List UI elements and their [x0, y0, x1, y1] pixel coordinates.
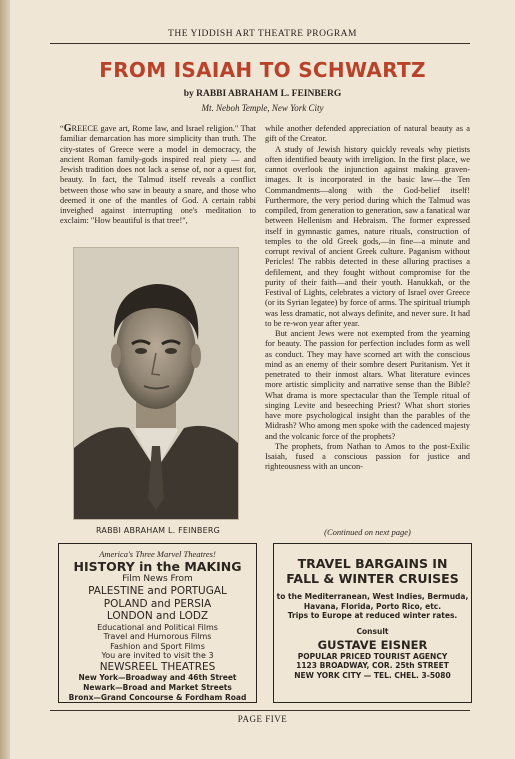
ad-line: Travel and Humorous Films — [103, 632, 212, 642]
ad-headline: FALL & WINTER CRUISES — [286, 571, 459, 586]
ad-line: PALESTINE and PORTUGAL — [88, 585, 227, 597]
portrait-illustration — [74, 248, 238, 519]
paragraph: while another defended appreciation of natural beauty as a gift of the Creator. — [265, 124, 470, 144]
author-photo — [73, 247, 239, 520]
ad-tagline: America's Three Marvel Theatres! — [99, 549, 216, 559]
ad-address: Bronx—Grand Concourse & Fordham Road — [68, 692, 247, 702]
binding-edge — [0, 0, 10, 759]
ad-line: You are invited to visit the 3 — [101, 651, 214, 661]
ad-line: Film News From — [122, 574, 193, 584]
page-number: PAGE FIVE — [237, 714, 288, 724]
ad-agent-name: GUSTAVE EISNER — [317, 637, 428, 652]
ad-address: New York—Broadway and 46th Street — [78, 673, 237, 683]
article-byline: by RABBI ABRAHAM L. FEINBERG — [183, 89, 342, 99]
drop-cap: G — [63, 123, 72, 134]
ad-address: 1123 BROADWAY, COR. 25th STREET — [296, 661, 449, 671]
ad-line: Fashion and Sport Films — [110, 641, 205, 651]
ad-address: POPULAR PRICED TOURIST AGENCY — [297, 651, 448, 661]
ad-line: NEWSREEL THEATRES — [99, 660, 216, 673]
footer-rule — [50, 710, 470, 711]
ad-headline: HISTORY in the MAKING — [73, 559, 242, 574]
paragraph: But ancient Jews were not exempted from the yearning for beauty. The passion for perfection includes form as well as conduct. They may have scorned art with the conscious mind as an enemy of their sombre desert Puritanism. Yet it penetrated to their inmost altars. What literature evinces more artistic simplicity and narrative sense than the Bible? What drama is more spectacular than the Temple ritual of singing Levite and beseeching Priest? What short stories have more psychological insight than the parables of the Midrash? Who among men spoke with the cadenced majesty and the volcanic force of the prophets? — [265, 329, 470, 441]
article-place: Mt. Neboh Temple, New York City — [201, 103, 324, 113]
ad-headline: TRAVEL BARGAINS IN — [297, 556, 448, 571]
ad-consult: Consult — [356, 626, 389, 636]
ad-description: Trips to Europe at reduced winter rates. — [287, 611, 458, 621]
paragraph: REECE gave art, Rome law, and Israel religion." That familiar demarcation has more simplicity than truth. The city-states of Greece were a model in democracy, the ancient Roman family-gods inspired real piety — and Jewish tradition does not lack a sense of, nor a quest for, beauty. In fact, the Talmud itself reveals a conflict between those who saw in beauty a snare, and those who deemed it one of the mantles of God. A certain rabbi inveighed against interrupting one's meditation to exclaim: "How beautiful is that tree!", — [60, 124, 256, 226]
ad-description: to the Mediterranean, West Indies, Bermuda, Havana, Florida, Porto Rico, etc. — [276, 592, 469, 611]
article-column-right — [265, 124, 470, 473]
paragraph: The prophets, from Nathan to Amos to the post-Exilic Isaiah, fused a conscious passion for justice and righteousness with an uncon- — [265, 441, 470, 472]
header-rule — [50, 43, 470, 44]
photo-caption: RABBI ABRAHAM L. FEINBERG — [95, 526, 221, 535]
continued-notice: (Continued on next page) — [324, 527, 411, 537]
travel-cruises-ad — [273, 543, 472, 703]
ad-line: LONDON and LODZ — [106, 610, 209, 622]
paragraph: A study of Jewish history quickly reveals why pietists often identified beauty with irreligion. In the first place, we cannot overlook the injunction against making graven-images. It is incorporated in the basic law—the Ten Commandments—along with the God-belief itself! Furthermore, the very period during which the Talmud was compiled, from generation to generation, saw a fanatical war between Hellenism and Hebraism. The former expressed itself in gymnastic games, nature rituals, construction of temples to the old Greek gods,—in fine—a minute and corrupt revival of ancient Greek culture. Paganism without Pericles! The rabbis detected in these alluring practises a defilement, and they fought without compromise for the purity of their faith—and their youth. Hanukkah, or the Festival of Lights, celebrates a victory of Israel over Greece (or its Syrian legatee) by force of arms. The spiritual triumph was less dramatic, not always definite, and never sure. It had to be re-won year after year. — [265, 144, 470, 328]
ad-line: POLAND and PERSIA — [103, 597, 212, 610]
newsreel-theatres-ad — [58, 543, 257, 703]
running-head: THE YIDDISH ART THEATRE PROGRAM — [168, 29, 357, 39]
article-title: FROM ISAIAH TO SCHWARTZ — [99, 58, 426, 82]
ad-line: Educational and Political Films — [97, 622, 218, 632]
program-page — [10, 0, 515, 759]
article-column-left: “GREECE gave art, Rome law, and Israel religion." That familiar demarcation has more simplicity than truth. The city-states of Greece were a model in democracy, the ancient Roman family-gods inspired real piety — and Jewish tradition does not lack a sense of, nor a quest for, beauty. In fact, the Talmud itself reveals a conflict between those who saw in beauty a snare, and those who deemed it one of the mantles of God. A certain rabbi inveighed against interrupting one's meditation to exclaim: "How beautiful is that tree!", — [60, 123, 256, 226]
ad-address: NEW YORK CITY — TEL. CHEL. 3-5080 — [294, 670, 451, 680]
ad-address: Newark—Broad and Market Streets — [83, 682, 232, 692]
